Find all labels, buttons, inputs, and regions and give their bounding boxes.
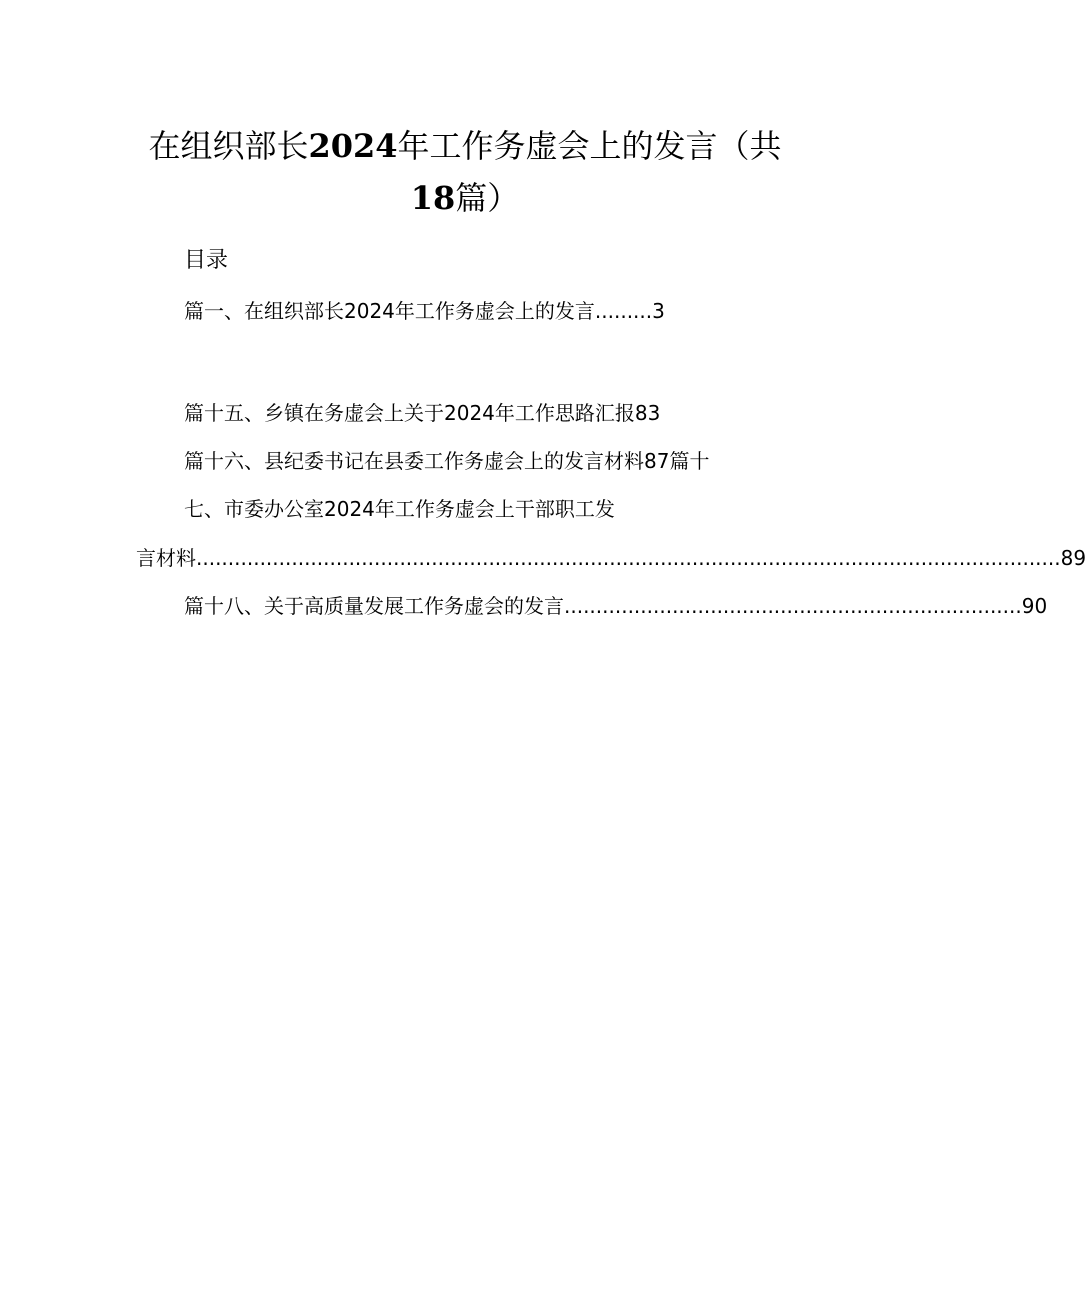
title-text-1: 在组织部长 xyxy=(148,127,309,165)
document-title xyxy=(120,120,810,224)
toc-leader-dots: ........................................................................................................................................ xyxy=(196,546,1061,570)
toc-entry-label: 七、市委办公室2024年工作务虚会上干部职工发 xyxy=(184,497,615,521)
toc-entry-16[interactable] xyxy=(184,446,709,476)
toc-entry-17-line-1[interactable] xyxy=(184,494,615,524)
title-year: 2024 xyxy=(308,127,398,165)
title-text-2: 年工作务虚会上的发言（共 xyxy=(397,127,782,165)
toc-leader-dots: ........................................................................ xyxy=(564,594,1022,618)
toc-page-number: 90 xyxy=(1021,594,1048,618)
toc-entry-1[interactable] xyxy=(184,296,665,326)
toc-entry-label: 篇十八、关于高质量发展工作务虚会的发言 xyxy=(184,594,564,618)
toc-entry-18[interactable] xyxy=(184,591,1048,621)
toc-entry-17-line-2[interactable] xyxy=(136,543,1086,573)
toc-heading: 目录 xyxy=(184,248,229,273)
toc-page-number: 3 xyxy=(652,299,665,323)
toc-entry-label: 篇十六、县纪委书记在县委工作务虚会上的发言材料87篇十 xyxy=(184,449,710,473)
toc-entry-15[interactable] xyxy=(184,398,660,428)
toc-leader-dots: ......... xyxy=(594,299,653,323)
toc-page-number: 89 xyxy=(1060,546,1086,570)
title-text-3: 篇） xyxy=(455,179,520,217)
title-count: 18 xyxy=(410,179,456,217)
toc-entry-label: 篇一、在组织部长2024年工作务虚会上的发言 xyxy=(184,299,595,323)
toc-entry-label: 篇十五、乡镇在务虚会上关于2024年工作思路汇报83 xyxy=(184,401,661,425)
toc-entry-label: 言材料 xyxy=(136,546,196,570)
